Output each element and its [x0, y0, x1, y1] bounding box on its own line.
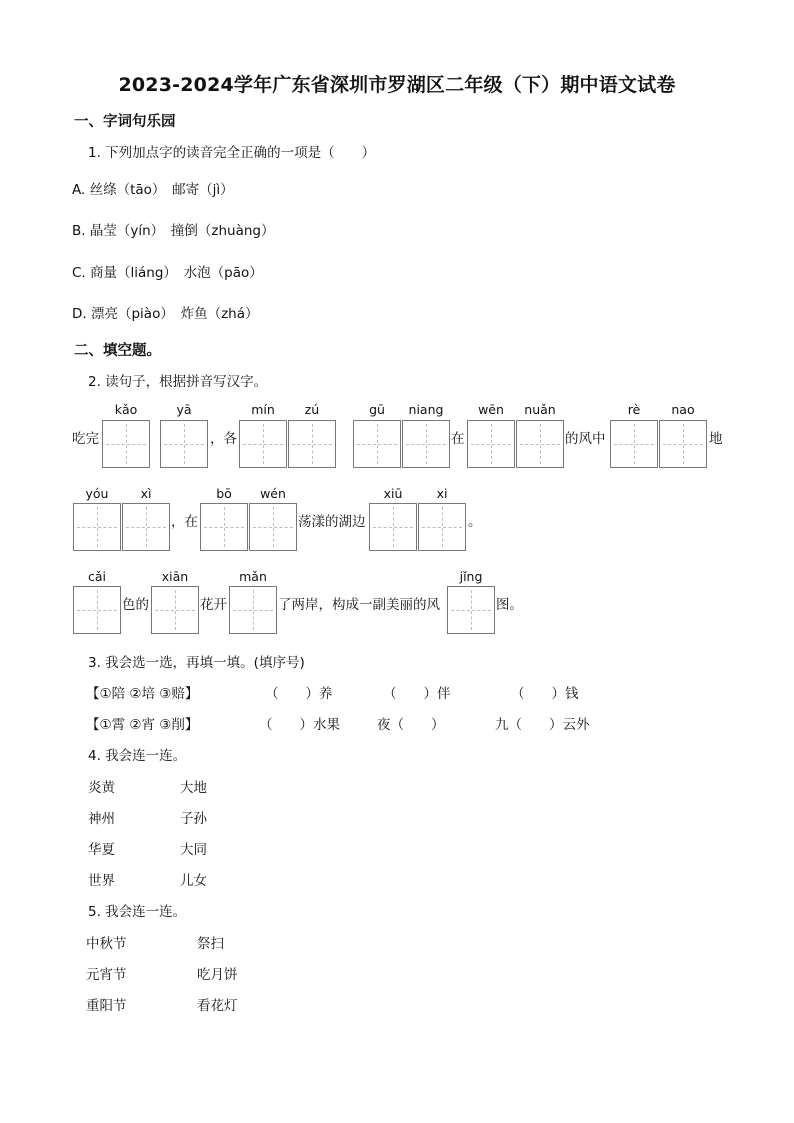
pinyin-label: xiū [383, 486, 403, 501]
question-2-stem: 2. 读句子，根据拼音写汉字。 [88, 374, 268, 390]
writing-box[interactable] [73, 586, 121, 634]
writing-box[interactable] [516, 420, 564, 468]
match-right-item[interactable]: 吃月饼 [197, 967, 238, 983]
pinyin-label: zú [304, 402, 320, 417]
sentence-text: 色的 [122, 597, 149, 613]
match-left-item[interactable]: 元宵节 [86, 967, 127, 983]
match-right-item[interactable]: 大地 [180, 780, 207, 796]
pinyin-label: xi [436, 486, 448, 501]
pinyin-label: nao [671, 402, 695, 417]
pinyin-label: yóu [85, 486, 109, 501]
writing-box[interactable] [288, 420, 336, 468]
pinyin-label: kǎo [114, 402, 138, 417]
sentence-text: 在 [451, 431, 465, 447]
writing-box[interactable] [418, 503, 466, 551]
q3-blank[interactable]: （ ）伴 [383, 686, 451, 702]
q3-blank[interactable]: （ ）养 [265, 686, 333, 702]
option-d[interactable]: D. 漂亮（piào） 炸鱼（zhá） [72, 306, 259, 322]
pinyin-label: xì [140, 486, 152, 501]
pinyin-label: wén [260, 486, 286, 501]
pinyin-label: jǐng [459, 569, 483, 584]
match-left-item[interactable]: 世界 [88, 873, 115, 889]
writing-box[interactable] [353, 420, 401, 468]
option-b[interactable]: B. 晶莹（yín） 撞倒（zhuàng） [72, 223, 275, 239]
match-left-item[interactable]: 重阳节 [86, 998, 127, 1014]
pinyin-label: cǎi [87, 569, 106, 584]
pinyin-label: rè [627, 402, 641, 417]
match-right-item[interactable]: 大同 [180, 842, 207, 858]
sentence-text: ，在 [171, 514, 198, 530]
question-1-stem: 1. 下列加点字的读音完全正确的一项是（ ） [88, 145, 376, 161]
match-left-item[interactable]: 华夏 [88, 842, 115, 858]
sentence-text: 荡漾的湖边 [298, 514, 366, 530]
q3-blank[interactable]: 夜（ ） [377, 717, 445, 733]
match-right-item[interactable]: 祭扫 [197, 936, 224, 952]
writing-box[interactable] [102, 420, 150, 468]
sentence-text: 的风中 [565, 431, 606, 447]
match-left-item[interactable]: 中秋节 [86, 936, 127, 952]
match-right-item[interactable]: 子孙 [180, 811, 207, 827]
section-1-heading: 一、字词句乐园 [74, 114, 176, 130]
q3-blank[interactable]: 九（ ）云外 [495, 717, 590, 733]
pinyin-label: gū [369, 402, 385, 417]
writing-box[interactable] [610, 420, 658, 468]
sentence-text: 图。 [496, 597, 523, 613]
writing-box[interactable] [122, 503, 170, 551]
writing-box[interactable] [229, 586, 277, 634]
option-a[interactable]: A. 丝绦（tāo） 邮寄（jì） [72, 182, 234, 198]
q3-blank[interactable]: （ ）钱 [511, 686, 579, 702]
pinyin-label: xiān [161, 569, 189, 584]
pinyin-label: mín [251, 402, 275, 417]
writing-box[interactable] [151, 586, 199, 634]
q3-row1-options: 【①陪 ②培 ③赔】 [86, 686, 199, 702]
writing-box[interactable] [73, 503, 121, 551]
sentence-text: 地 [709, 431, 723, 447]
section-2-heading: 二、填空题。 [74, 343, 161, 359]
pinyin-label: yā [176, 402, 192, 417]
sentence-text: 吃完 [72, 431, 99, 447]
pinyin-label: nuǎn [524, 402, 556, 417]
writing-box[interactable] [402, 420, 450, 468]
sentence-text: 。 [468, 514, 482, 530]
sentence-text: ，各 [210, 431, 237, 447]
q3-blank[interactable]: （ ）水果 [259, 717, 340, 733]
pinyin-label: niang [408, 402, 444, 417]
pinyin-label: wēn [478, 402, 504, 417]
q3-row2-options: 【①霄 ②宵 ③削】 [86, 717, 199, 733]
writing-box[interactable] [200, 503, 248, 551]
writing-box[interactable] [467, 420, 515, 468]
match-right-item[interactable]: 看花灯 [197, 998, 238, 1014]
match-right-item[interactable]: 儿女 [180, 873, 207, 889]
question-5-stem: 5. 我会连一连。 [88, 904, 187, 920]
match-left-item[interactable]: 神州 [88, 811, 115, 827]
match-left-item[interactable]: 炎黄 [88, 780, 115, 796]
pinyin-label: bō [216, 486, 232, 501]
option-c[interactable]: C. 商量（liáng） 水泡（pāo） [72, 265, 263, 281]
writing-box[interactable] [239, 420, 287, 468]
writing-box[interactable] [160, 420, 208, 468]
writing-box[interactable] [249, 503, 297, 551]
sentence-text: 了两岸，构成一副美丽的风 [278, 597, 440, 613]
sentence-text: 花开 [200, 597, 227, 613]
writing-box[interactable] [447, 586, 495, 634]
page-title: 2023-2024学年广东省深圳市罗湖区二年级（下）期中语文试卷 [118, 74, 676, 96]
pinyin-label: mǎn [239, 569, 267, 584]
writing-box[interactable] [369, 503, 417, 551]
question-4-stem: 4. 我会连一连。 [88, 748, 187, 764]
writing-box[interactable] [659, 420, 707, 468]
question-3-stem: 3. 我会选一选，再填一填。(填序号) [88, 655, 305, 671]
